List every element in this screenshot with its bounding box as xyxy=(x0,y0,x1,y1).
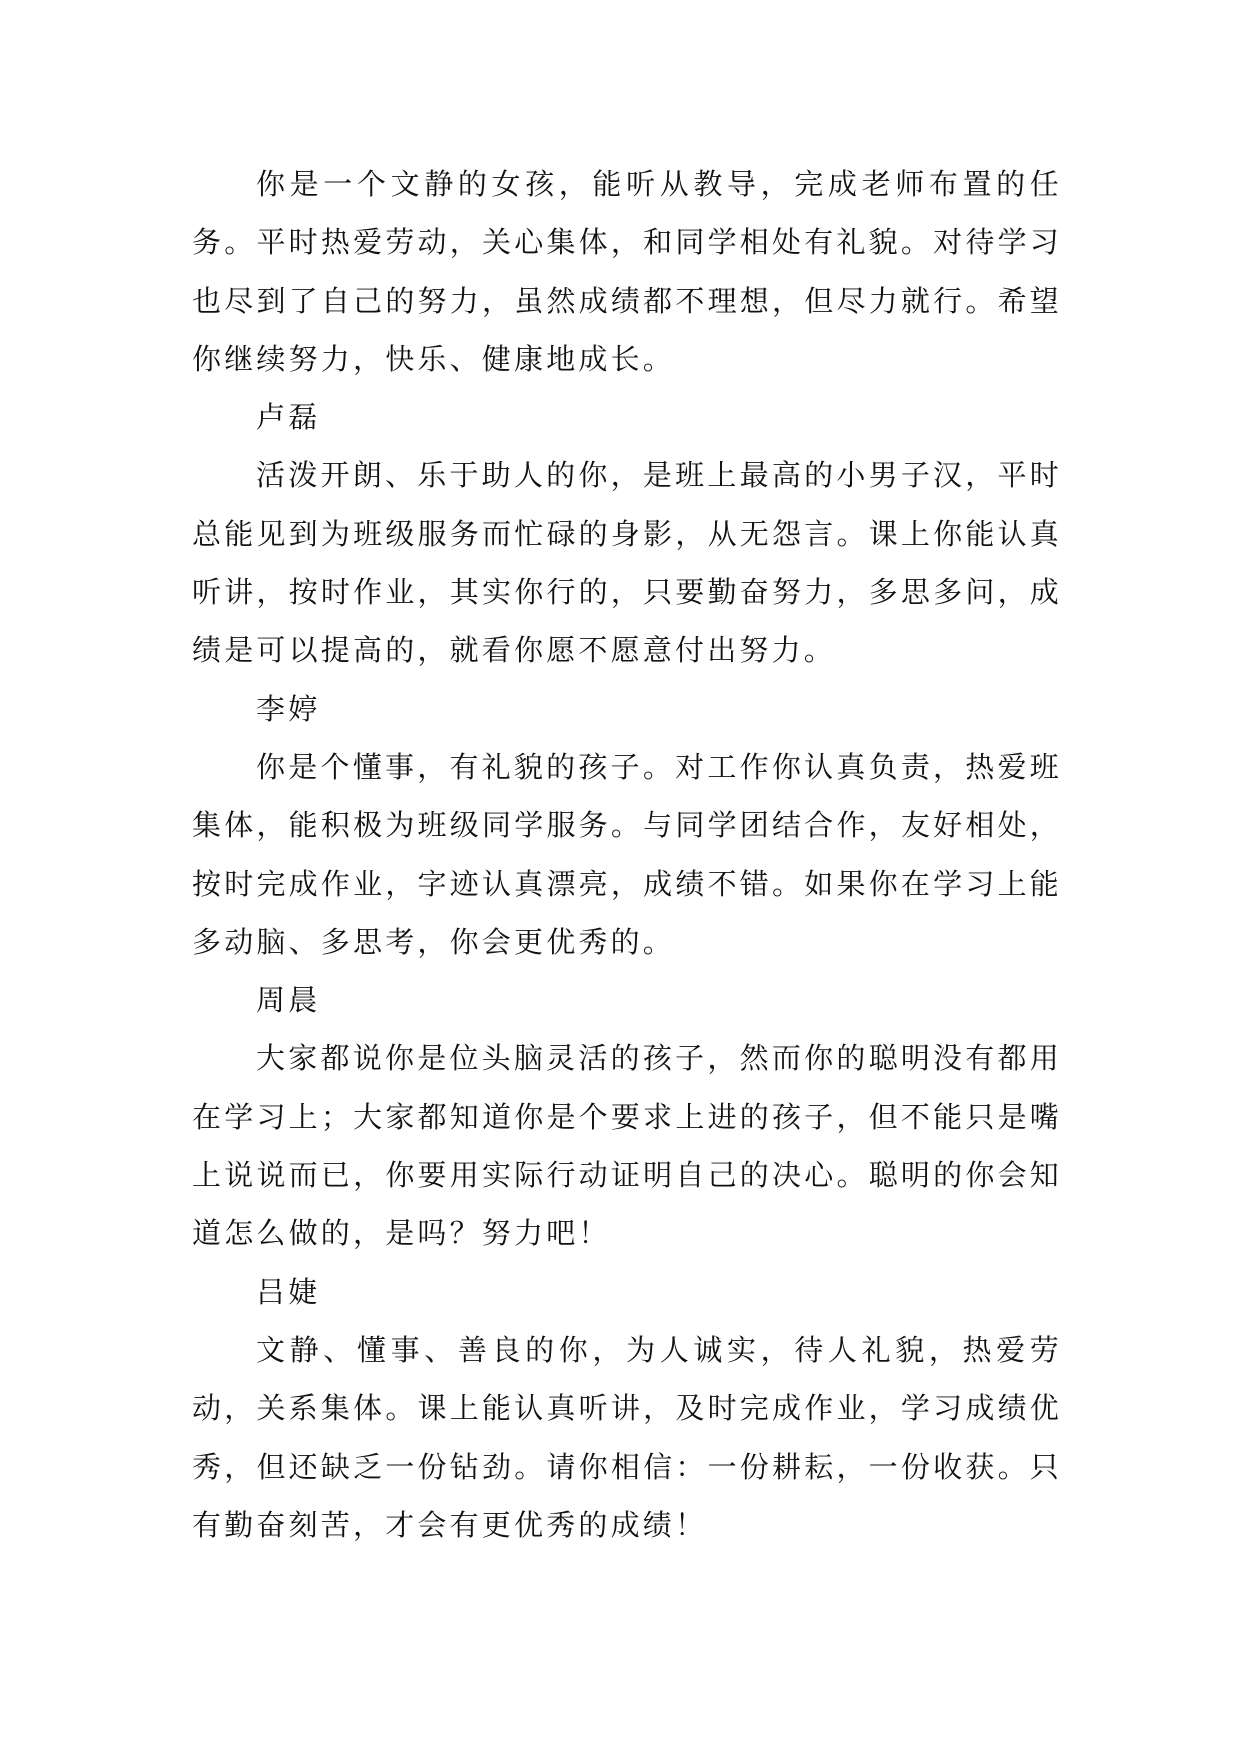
comment-paragraph-5: 文静、懂事、善良的你，为人诚实，待人礼貌，热爱劳动，关系集体。课上能认真听讲，及时完成作业，学习成绩优秀，但还缺乏一份钻劲。请你相信：一份耕耘，一份收获。只有勤奋刻苦，才会有更优秀的成绩！ xyxy=(192,1332,1062,1542)
document-body xyxy=(192,155,1062,1554)
comment-paragraph-1: 你是一个文静的女孩，能听从教导，完成老师布置的任务。平时热爱劳动，关心集体，和同学相处有礼貌。对待学习也尽到了自己的努力，虽然成绩都不理想，但尽力就行。希望你继续努力，快乐、健康地成长。 xyxy=(192,167,1062,376)
student-name-3: 周晨 xyxy=(256,983,321,1018)
comment-paragraph-3: 你是个懂事，有礼貌的孩子。对工作你认真负责，热爱班集体，能积极为班级同学服务。与同学团结合作，友好相处，按时完成作业，字迹认真漂亮，成绩不错。如果你在学习上能多动脑、多思考，你会更优秀的。 xyxy=(192,749,1062,959)
student-name-1: 卢磊 xyxy=(256,400,321,435)
comment-paragraph-4: 大家都说你是位头脑灵活的孩子，然而你的聪明没有都用在学习上；大家都知道你是个要求上进的孩子，但不能只是嘴上说说而已，你要用实际行动证明自己的决心。聪明的你会知道怎么做的，是吗？努力吧！ xyxy=(192,1041,1062,1251)
comment-paragraph-2: 活泼开朗、乐于助人的你，是班上最高的小男子汉，平时总能见到为班级服务而忙碌的身影，从无怨言。课上你能认真听讲，按时作业，其实你行的，只要勤奋努力，多思多问，成绩是可以提高的，就看你愿不愿意付出努力。 xyxy=(192,458,1062,668)
student-name-2: 李婷 xyxy=(256,691,321,726)
student-name-4: 吕婕 xyxy=(256,1274,321,1309)
